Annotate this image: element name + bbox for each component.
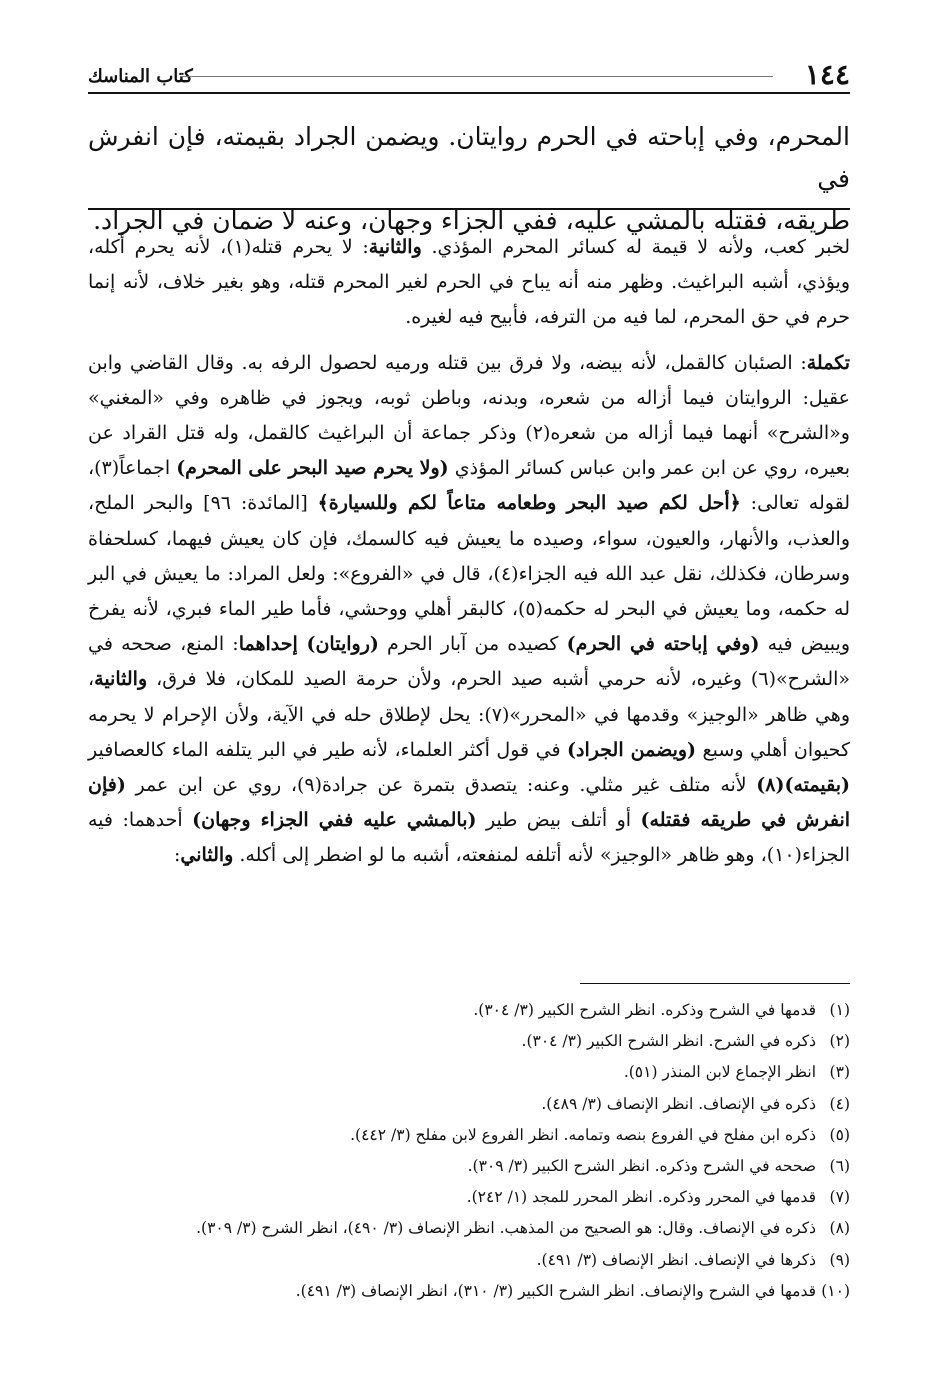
main-text-divider (88, 208, 850, 210)
main-text (88, 116, 850, 242)
footnote-number: (٢) (829, 1032, 850, 1051)
book-title: كتاب المناسك (88, 66, 193, 87)
bold-run: تكملة (806, 351, 850, 374)
commentary-paragraph (88, 346, 850, 874)
footnote-text: ذكره في الإنصاف. وقال: هو الصحيح من المذهب. انظر الإنصاف (٣/ ٤٩٠)، انظر الشرح (٣/ ٣٠٩). (196, 1219, 816, 1238)
page-number: ١٤٤ (804, 58, 850, 91)
text-run: في قول أكثر العلماء، لأنه طير في البر يتلفه الماء كالعصافير (88, 738, 561, 761)
bold-run: (وفي إباحته في الحرم) (566, 633, 760, 656)
footnote-number: (٨) (829, 1219, 850, 1238)
header-thin-rule (180, 76, 773, 77)
footnote (88, 1057, 850, 1088)
footnote (88, 1120, 850, 1151)
text-run: أو أتلف بيض طير (485, 809, 632, 832)
footnote-text: ذكره في الشرح. انظر الشرح الكبير (٣/ ٣٠٤). (521, 1032, 816, 1051)
footnote-text: قدمها في المحرر وذكره. انظر المحرر للمجد (١/ ٢٤٢). (466, 1188, 816, 1207)
footnotes (88, 995, 850, 1307)
footnote-text: صححه في الشرح وذكره. انظر الشرح الكبير (٣/ ٣٠٩). (467, 1157, 816, 1176)
footnote-number: (٩) (829, 1250, 850, 1269)
header-rule (88, 92, 850, 94)
footnote-divider (580, 983, 850, 984)
footnote-number: (٧) (829, 1188, 850, 1207)
bold-run: والثانية (368, 236, 422, 258)
footnote (88, 1245, 850, 1276)
bold-run: والثانية (94, 668, 148, 691)
text-run: أحدهما: فيه الجزاء(١٠)، وهو ظاهر «الوجيز» لأنه أتلفه لمنفعته، أشبه ما لو اضطر إلى أكله. (88, 809, 850, 867)
footnote (88, 1213, 850, 1244)
footnote-number: (١٠) (821, 1281, 850, 1300)
bold-run: (بالمشي عليه ففي الجزاء وجهان) (192, 809, 477, 832)
footnote (88, 995, 850, 1026)
footnote-number: (٣) (829, 1063, 850, 1082)
footnote (88, 1276, 850, 1307)
footnote-text: ذكره ابن مفلح في الفروع بنصه وتمامه. انظر الفروع لابن مفلح (٣/ ٤٤٢). (350, 1125, 816, 1144)
text-run: اجماعاً(٣)، لقوله تعالى: (88, 457, 850, 515)
footnote (88, 1151, 850, 1182)
footnote-text: قدمها في الشرح والإنصاف. انظر الشرح الكبير (٣/ ٣١٠)، انظر الإنصاف (٣/ ٤٩١). (295, 1281, 816, 1300)
bold-run: (ويضمن الجراد) (567, 738, 697, 761)
footnote (88, 1182, 850, 1213)
footnote-text: انظر الإجماع لابن المنذر (٥١). (623, 1063, 816, 1082)
bold-run: والثاني (180, 844, 234, 867)
footnote-number: (٤) (829, 1094, 850, 1113)
footnote (88, 1089, 850, 1120)
text-run: : الصئبان كالقمل، لأنه بيضه، ولا فرق بين قتله ورميه لحصول الرفه به. وقال القاضي وابن عقيل: الروايتان فيما أزاله من شعره، وبدنه، وباطن ثوبه، ويجوز في ظاهره وفي «المغني» و«الشرح» أنهما فيما أزاله من شعره(٢) وذكر جماعة أن البراغيث كالقمل، وله قتل القراد عن بعيره، روي عن ابن عمر وابن عباس كسائر المؤذي (88, 351, 850, 480)
text-run: : لا يحرم قتله(١)، لأنه يحرم أكله، ويؤذي، أشبه البراغيث. وظهر منه أنه يباح في الحرم لغير المحرم قتله، وهو بغير خلاف، لأنه إنما حرم في حق المحرم، لما فيه من الترفه، فأبيح فيه لغيره. (88, 236, 850, 329)
bold-run: (ولا يحرم صيد البحر على المحرم) (176, 457, 449, 480)
footnote-text: قدمها في الشرح وذكره. انظر الشرح الكبير (٣/ ٣٠٤). (473, 1001, 816, 1019)
text-run: لأنه متلف غير مثلي. وعنه: يتصدق بتمرة عن جرادة(٩)، روي عن ابن عمر (135, 774, 747, 797)
text-run: كصيده من آبار الحرم (387, 633, 559, 656)
commentary-paragraph (88, 230, 850, 336)
footnote (88, 1026, 850, 1057)
footnote-text: ذكرها في الإنصاف. انظر الإنصاف (٣/ ٤٩١). (536, 1250, 816, 1269)
footnote-number: (٥) (829, 1125, 850, 1144)
bold-run: (بقيمته)(٨) (756, 774, 851, 797)
commentary (88, 230, 850, 874)
text-run: : (174, 844, 181, 867)
text-run: [المائدة: ٩٦] والبحر الملح، والعذب، والأنهار، والعيون، سواء، وصيده ما يعيش فيه كالسمك، فإن كان يعيش فيهما، كسلحفاة وسرطان، فكذلك، نقل عبد الله فيه الجزاء(٤)، قال في «الفروع»: ولعل المراد: ما يعيش في البر له حكمه، وما يعيش في البحر له حكمه(٥)، كالبقر أهلي ووحشي، فأما طير الماء فبري، لأنه يفرخ ويبيض فيه (88, 492, 850, 656)
text-run: ، وهي ظاهر «الوجيز» وقدمها في «المحرر»(٧): يحل لإطلاق حله في الآية، ولأن الإحرام لا يحرمه كحيوان أهلي وسبع (88, 668, 850, 761)
footnote-number: (٦) (829, 1157, 850, 1176)
main-text-line: طريقه، فقتله بالمشي عليه، ففي الجزاء وجهان، وعنه لا ضمان في الجراد. (93, 206, 850, 235)
footnote-number: (١) (829, 1001, 850, 1019)
text-run: : المنع، صححه في «الشرح»(٦) وغيره، لأنه حرمي أشبه صيد الحرم، ولأن حرمة الصيد للمكان، فلا فرق، (88, 633, 851, 691)
main-text-line: المحرم، وفي إباحته في الحرم روايتان. ويضمن الجراد بقيمته، فإن انفرش في (88, 122, 850, 193)
quran-verse: ﴿أحل لكم صيد البحر وطعامه متاعاً لكم وللسيارة﴾ (317, 492, 741, 515)
footnote-text: ذكره في الإنصاف. انظر الإنصاف (٣/ ٤٨٩). (541, 1094, 816, 1113)
bold-run: (روايتان) إحداهما (238, 633, 379, 656)
text-run: لخبر كعب، ولأنه لا قيمة له كسائر المحرم المؤذي. (431, 236, 850, 258)
bold-run: (فإن انفرش في طريقه فقتله) (88, 774, 851, 832)
